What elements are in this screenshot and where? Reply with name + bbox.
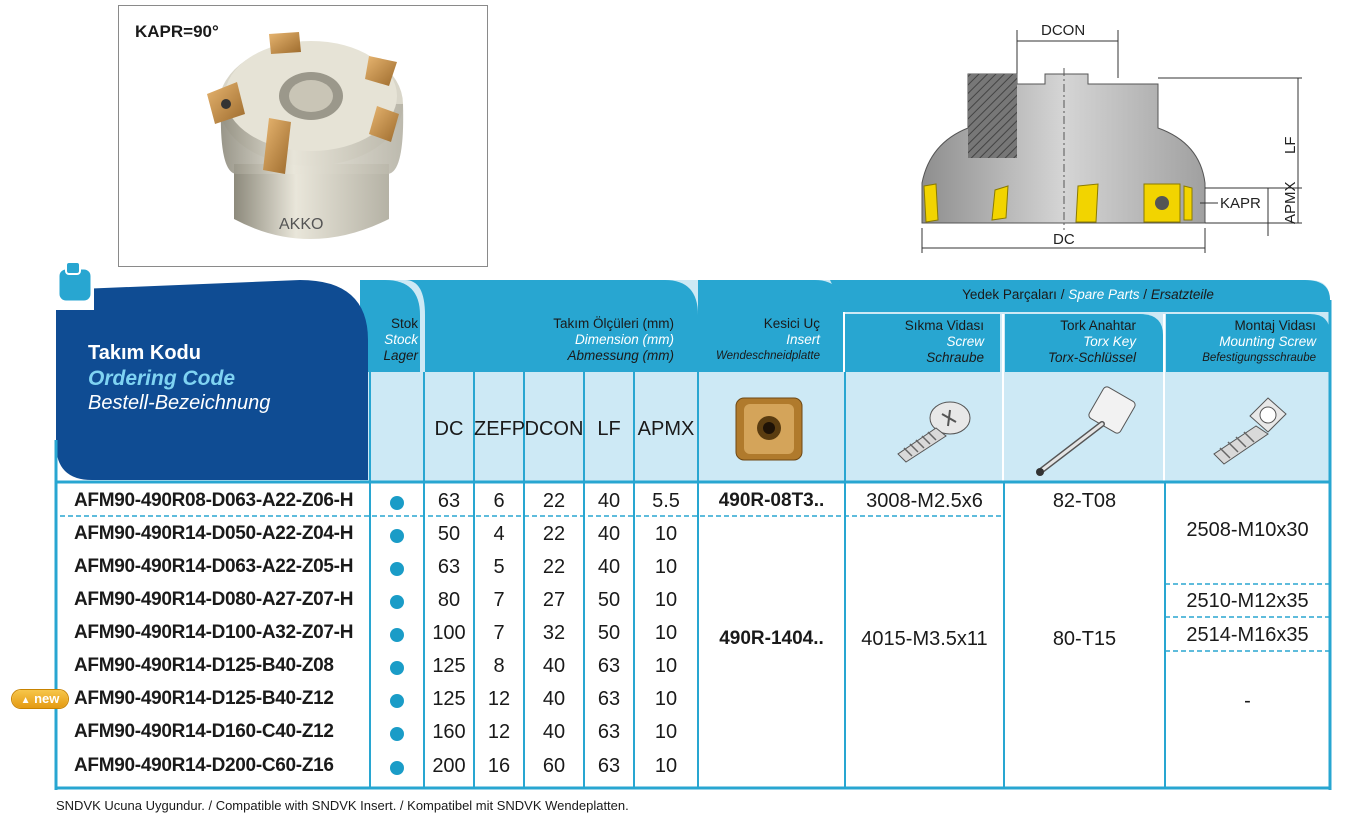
dc-dimension-label: DC: [1053, 231, 1075, 248]
mount-code-1: 2508-M10x30: [1186, 519, 1309, 541]
cell-apmx: 5.5: [652, 490, 680, 512]
table-row-code: AFM90-490R14-D063-A22-Z05-H: [74, 556, 354, 577]
dcon-dimension-label: DCON: [1041, 22, 1086, 39]
cell-dc: 50: [437, 523, 461, 545]
cell-zefp: 16: [487, 755, 511, 777]
table-row-code: AFM90-490R14-D100-A32-Z07-H: [74, 622, 354, 643]
cell-lf: 63: [597, 721, 621, 743]
screw-header: Sıkma Vidası Screw Schraube: [904, 318, 984, 365]
cell-dcon: 22: [542, 523, 566, 545]
cell-apmx: 10: [654, 622, 678, 644]
cell-zefp: 12: [487, 688, 511, 710]
cell-zefp: 12: [487, 721, 511, 743]
table-row-code: AFM90-490R14-D080-A27-Z07-H: [74, 589, 354, 610]
spare-parts-header: Yedek Parçaları / Spare Parts / Ersatzteile: [962, 287, 1214, 302]
cell-zefp: 7: [493, 622, 505, 644]
cell-dcon: 40: [542, 655, 566, 677]
stock-dot: [390, 661, 404, 675]
mount-code-2: 2510-M12x35: [1186, 590, 1309, 612]
screw-code-2: 4015-M3.5x11: [861, 628, 988, 650]
cell-zefp: 4: [493, 523, 505, 545]
stock-dot: [390, 694, 404, 708]
cell-dcon: 40: [542, 688, 566, 710]
col-apmx: APMX: [637, 418, 695, 440]
new-badge: ▲ new: [12, 690, 68, 708]
cell-apmx: 10: [654, 556, 678, 578]
table-row-code: AFM90-490R14-D125-B40-Z08: [74, 655, 334, 676]
cell-apmx: 10: [654, 721, 678, 743]
insert-header: Kesici Uç Insert Wendeschneidplatte: [716, 316, 820, 362]
ordering-code-title-de: Bestell-Bezeichnung: [88, 392, 271, 414]
cell-dcon: 27: [542, 589, 566, 611]
cell-dc: 80: [437, 589, 461, 611]
stock-dot: [390, 727, 404, 741]
cell-lf: 40: [597, 523, 621, 545]
cell-apmx: 10: [654, 688, 678, 710]
cell-dcon: 22: [542, 490, 566, 512]
kapr-label: KAPR=90°: [135, 22, 219, 41]
table-row-code: AFM90-490R14-D200-C60-Z16: [74, 755, 334, 776]
cell-dcon: 40: [542, 721, 566, 743]
cell-dc: 100: [432, 622, 466, 644]
apmx-dimension-label: APMX: [1282, 181, 1299, 224]
cell-lf: 40: [597, 556, 621, 578]
cell-apmx: 10: [654, 589, 678, 611]
cell-lf: 50: [597, 589, 621, 611]
key-code-1: 82-T08: [1052, 490, 1117, 512]
stock-dot: [390, 529, 404, 543]
mount-code-3: 2514-M16x35: [1186, 624, 1309, 646]
cell-dc: 63: [437, 556, 461, 578]
cell-dc: 63: [437, 490, 461, 512]
stock-dot: [390, 761, 404, 775]
ordering-code-title-en: Ordering Code: [88, 367, 236, 390]
torx-key-header: Tork Anahtar Torx Key Torx-Schlüssel: [1047, 318, 1136, 365]
cell-zefp: 6: [493, 490, 505, 512]
cell-dc: 125: [432, 655, 466, 677]
cell-lf: 50: [597, 622, 621, 644]
cell-dc: 200: [432, 755, 466, 777]
stock-dot: [390, 562, 404, 576]
cell-dcon: 32: [542, 622, 566, 644]
table-row-code: AFM90-490R14-D160-C40-Z12: [74, 721, 334, 742]
cell-lf: 63: [597, 755, 621, 777]
stock-dot: [390, 595, 404, 609]
cell-lf: 40: [597, 490, 621, 512]
kapr-dimension-label: KAPR: [1220, 195, 1261, 212]
insert-code-2: 490R-1404..: [719, 628, 824, 649]
cell-dc: 160: [432, 721, 466, 743]
warning-icon: ▲: [20, 695, 31, 706]
table-row-code: AFM90-490R14-D125-B40-Z12: [74, 688, 334, 709]
cell-dcon: 60: [542, 755, 566, 777]
cell-dcon: 22: [542, 556, 566, 578]
cell-apmx: 10: [654, 523, 678, 545]
stock-header: Stok Stock Lager: [383, 316, 418, 363]
col-zefp: ZEFP: [474, 418, 526, 440]
cell-lf: 63: [597, 688, 621, 710]
insert-code-1: 490R-08T3..: [718, 490, 825, 511]
cell-dc: 125: [432, 688, 466, 710]
lf-dimension-label: LF: [1282, 136, 1299, 154]
stock-dot: [390, 628, 404, 642]
col-dc: DC: [434, 418, 464, 440]
screw-code-1: 3008-M2.5x6: [866, 490, 983, 512]
col-lf: LF: [597, 418, 621, 440]
key-code-2: 80-T15: [1052, 628, 1117, 650]
photo-engraving: AKKO: [279, 216, 324, 233]
compatibility-note: SNDVK Ucuna Uygundur. / Compatible with SNDVK Insert. / Kompatibel mit SNDVK Wendeplatten.: [56, 798, 629, 813]
ordering-code-title-tr: Takım Kodu: [88, 342, 201, 364]
table-row-code: AFM90-490R08-D063-A22-Z06-H: [74, 490, 354, 511]
col-dcon: DCON: [524, 418, 584, 440]
cell-apmx: 10: [654, 655, 678, 677]
cell-apmx: 10: [654, 755, 678, 777]
stock-dot: [390, 496, 404, 510]
table-row-code: AFM90-490R14-D050-A22-Z04-H: [74, 523, 354, 544]
cell-zefp: 8: [493, 655, 505, 677]
cell-zefp: 7: [493, 589, 505, 611]
dimensions-header: Takım Ölçüleri (mm) Dimension (mm) Abmessung (mm): [553, 316, 674, 363]
mount-code-4: -: [1244, 690, 1251, 712]
cell-zefp: 5: [493, 556, 505, 578]
cell-lf: 63: [597, 655, 621, 677]
insert-image: [736, 398, 802, 460]
mounting-screw-header: Montaj Vidası Mounting Screw Befestigungsschraube: [1202, 318, 1316, 364]
